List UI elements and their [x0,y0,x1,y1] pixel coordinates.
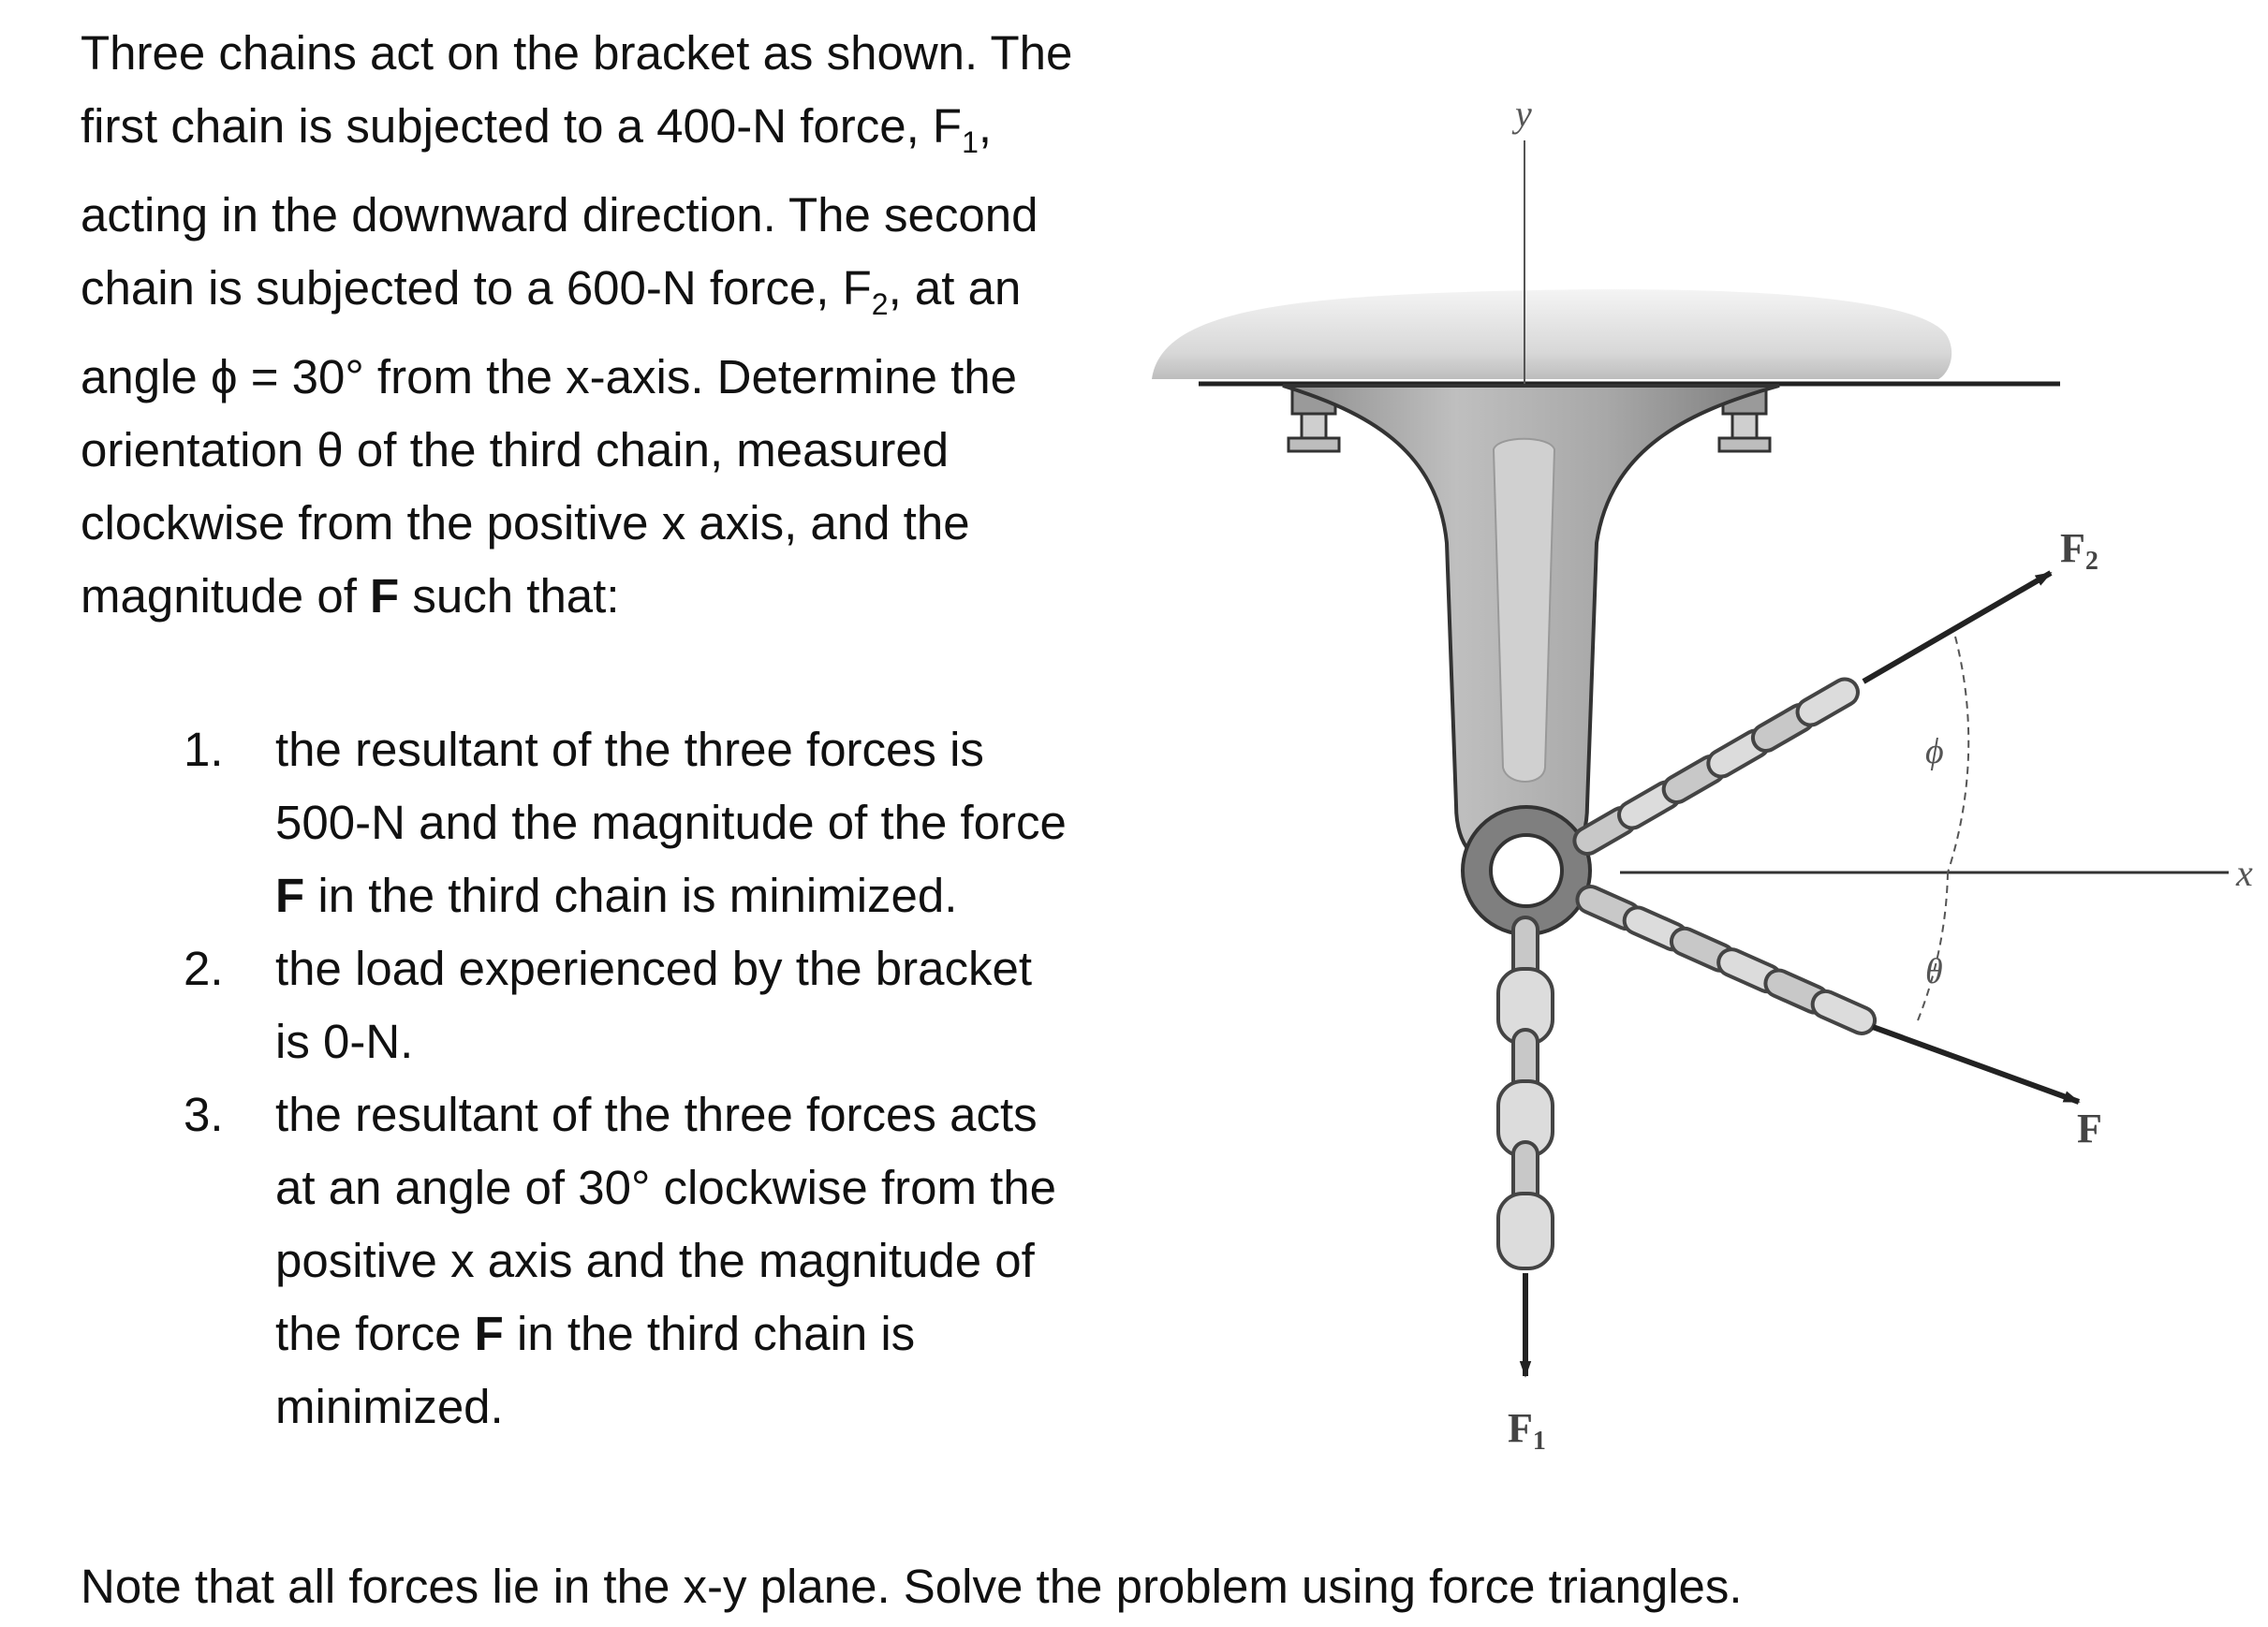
conditions-list [81,713,1073,1444]
intro-text-1: Three chains act on the bracket as shown. The first chain is subjected to a 400-N force, F [81,26,1073,153]
intro-bold-F: F [370,569,400,623]
list-text: in the third chain is minimized. [304,869,958,922]
f1-label-sub: 1 [1532,1427,1546,1456]
phi-arc [1948,637,1968,872]
chain-f2 [1569,674,1863,858]
x-axis-label: x [2236,852,2253,894]
phi-label: ϕ [1925,732,1944,771]
intro-text-3: , at an angle ϕ = 30° from the x-axis. Determine the orientation θ of the third chain, measured clockwise from the positive x axis, and the magnitude of [81,261,1022,623]
list-bold-F: F [275,869,305,922]
list-text: the resultant of the three forces acts at an angle of 30° clockwise from the positive x axis and the magnitude of the force [275,1088,1057,1360]
f-arrow [1873,1027,2079,1102]
y-axis-label: y [1515,93,1532,135]
list-item [81,932,1073,1078]
bracket-diagram [1124,56,2268,1517]
intro-sub-2: 2 [871,287,889,322]
f-label: F [2077,1106,2102,1151]
list-item [81,713,1073,932]
problem-statement [81,17,1073,633]
f2-label [2060,525,2099,576]
f2-label-main: F [2060,525,2085,571]
intro-sub-1: 1 [962,125,979,160]
list-text: the load experienced by the bracket is 0-N. [275,942,1033,1068]
theta-arc [1916,872,1948,1025]
list-text: in the third chain is minimized. [275,1307,916,1433]
list-number: 1. [184,723,224,776]
chain-f1 [1498,917,1553,1268]
bracket-rib [1494,439,1554,782]
list-text: the resultant of the three forces is 500-N and the magnitude of the force [275,723,1067,849]
f1-label [1508,1405,1546,1456]
bracket-figure [1124,56,2268,1517]
theta-label: θ [1925,952,1943,991]
bracket-eye-hole [1491,835,1562,906]
chain-f [1573,883,1879,1038]
list-item [81,1078,1073,1444]
list-number: 2. [184,942,224,995]
note-text: Note that all forces lie in the x-y plane. Solve the problem using force triangles. [81,1560,1743,1613]
list-bold-F: F [474,1307,504,1360]
f2-arrow [1863,573,2051,682]
intro-text-4: such that: [399,569,620,623]
list-number: 3. [184,1088,224,1141]
intro-text-2: , acting in the downward direction. The second chain is subjected to a 600-N force, F [81,99,1038,315]
f1-label-main: F [1508,1405,1533,1451]
ceiling-plate [1152,289,1951,379]
f2-label-sub: 2 [2084,547,2099,576]
